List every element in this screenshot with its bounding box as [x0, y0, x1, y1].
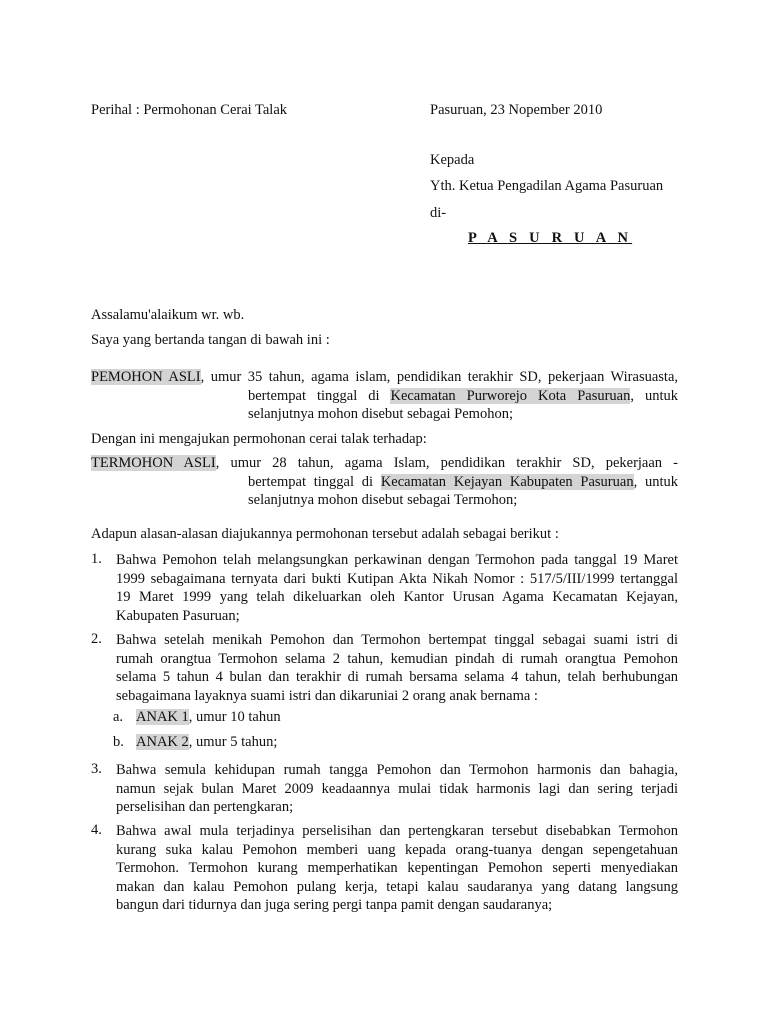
pemohon-name: PEMOHON ASLI — [91, 369, 201, 385]
list-line: sebagaimana layaknya suami istri dan dikaruniai 2 orang anak bernama : — [116, 687, 538, 704]
termohon-name: TERMOHON ASLI — [91, 455, 216, 471]
termohon-residence-suffix: , untuk — [633, 473, 678, 490]
termohon-details: , umur 28 tahun, agama Islam, pendidikan terakhir SD, pekerjaan - — [215, 455, 678, 471]
list-line: 1999 sebagaimana ternyata dari bukti Kutipan Akta Nikah Nomor : 517/5/III/1999 tertanggal — [116, 570, 678, 587]
pemohon-line-3: selanjutnya mohon disebut sebagai Pemohon; — [248, 406, 513, 422]
list-number: 2. — [91, 631, 102, 647]
list-body — [116, 631, 678, 705]
list-line: perselisihan dan pertengkaran; — [116, 799, 294, 815]
child-entry — [136, 709, 281, 726]
list-line: 19 Maret 1999 yang telah dikeluarkan oleh Kantor Urusan Agama Kecamatan Kejayan, — [116, 589, 678, 605]
pemohon-block — [91, 368, 678, 424]
pemohon-line-1 — [91, 368, 678, 387]
list-number: 4. — [91, 822, 102, 838]
termohon-line-3: selanjutnya mohon disebut sebagai Termohon; — [248, 492, 518, 508]
list-body — [116, 761, 678, 817]
list-line: makan dan kalau Pemohon pulang kerja, tetapi kalau saudaranya yang datang langsung — [116, 878, 678, 895]
intro-statement: Saya yang bertanda tangan di bawah ini : — [91, 332, 330, 348]
list-number: 1. — [91, 551, 102, 567]
transition-statement: Dengan ini mengajukan permohonan cerai talak terhadap: — [91, 431, 427, 447]
list-line: rumah orangtua Termohon selama 2 tahun, kemudian pindah di rumah orangtua Pemohon — [116, 650, 678, 667]
place-date: Pasuruan, 23 Nopember 2010 — [430, 102, 603, 118]
pemohon-line-2 — [248, 387, 678, 406]
list-line: selama 5 tahun 4 bulan dan terakhir di rumah bersama selama 4 tahun, telah berhubungan — [116, 669, 678, 685]
child-entry — [136, 734, 277, 751]
child-age: , umur 5 tahun; — [188, 734, 278, 750]
child-name: ANAK 1 — [136, 709, 189, 725]
termohon-block — [91, 454, 678, 510]
list-body — [116, 551, 678, 625]
child-letter: b. — [113, 734, 124, 750]
termohon-line-1 — [91, 454, 678, 473]
child-name: ANAK 2 — [136, 734, 189, 750]
pemohon-details: , umur 35 tahun, agama islam, pendidikan terakhir SD, pekerjaan Wirasuasta, — [200, 369, 679, 385]
list-line: Bahwa awal mula terjadinya perselisihan dan pertengkaran tersebut disebabkan Termohon — [116, 823, 678, 839]
termohon-address: Kecamatan Kejayan Kabupaten Pasuruan — [380, 473, 634, 490]
recipient-city: P A S U R U A N — [468, 230, 633, 246]
termohon-line-2 — [248, 473, 678, 492]
recipient-addressee: Yth. Ketua Pengadilan Agama Pasuruan — [430, 178, 664, 194]
pemohon-residence-label: bertempat tinggal di — [248, 387, 391, 404]
termohon-residence-label: bertempat tinggal di — [248, 473, 381, 490]
pemohon-residence-suffix: , untuk — [630, 387, 679, 404]
list-body — [116, 822, 678, 915]
list-line: bangun dari tidurnya dan juga sering pergi tanpa pamit dengan saudaranya; — [116, 897, 553, 913]
pemohon-address: Kecamatan Purworejo Kota Pasuruan — [390, 387, 631, 404]
list-line: Kabupaten Pasuruan; — [116, 607, 240, 624]
subject-line: Perihal : Permohonan Cerai Talak — [91, 102, 288, 118]
list-number: 3. — [91, 761, 102, 777]
list-line: namun sejak bulan Maret 2009 keadaannya mulai tidak harmonis lagi dan sering terjadi — [116, 780, 678, 797]
recipient-di: di- — [430, 205, 447, 221]
reasons-intro: Adapun alasan-alasan diajukannya permohonan tersebut adalah sebagai berikut : — [91, 526, 559, 542]
list-line: Bahwa semula kehidupan rumah tangga Pemohon dan Termohon harmonis dan bahagia, — [116, 762, 678, 778]
greeting: Assalamu'alaikum wr. wb. — [91, 307, 245, 323]
list-line: Termohon. Termohon kurang memperhatikan kepentingan Pemohon seperti menyediakan — [116, 860, 678, 876]
list-line: Bahwa Pemohon telah melangsungkan perkawinan dengan Termohon pada tanggal 19 Maret — [116, 552, 678, 568]
child-letter: a. — [113, 709, 124, 725]
child-age: , umur 10 tahun — [188, 709, 281, 725]
recipient-kepada: Kepada — [430, 152, 475, 168]
list-line: Bahwa setelah menikah Pemohon dan Termohon bertempat tinggal sebagai suami istri di — [116, 632, 678, 648]
list-line: kurang suka kalau Pemohon memberi uang kepada orang-tuanya dengan sepengetahuan — [116, 841, 678, 858]
